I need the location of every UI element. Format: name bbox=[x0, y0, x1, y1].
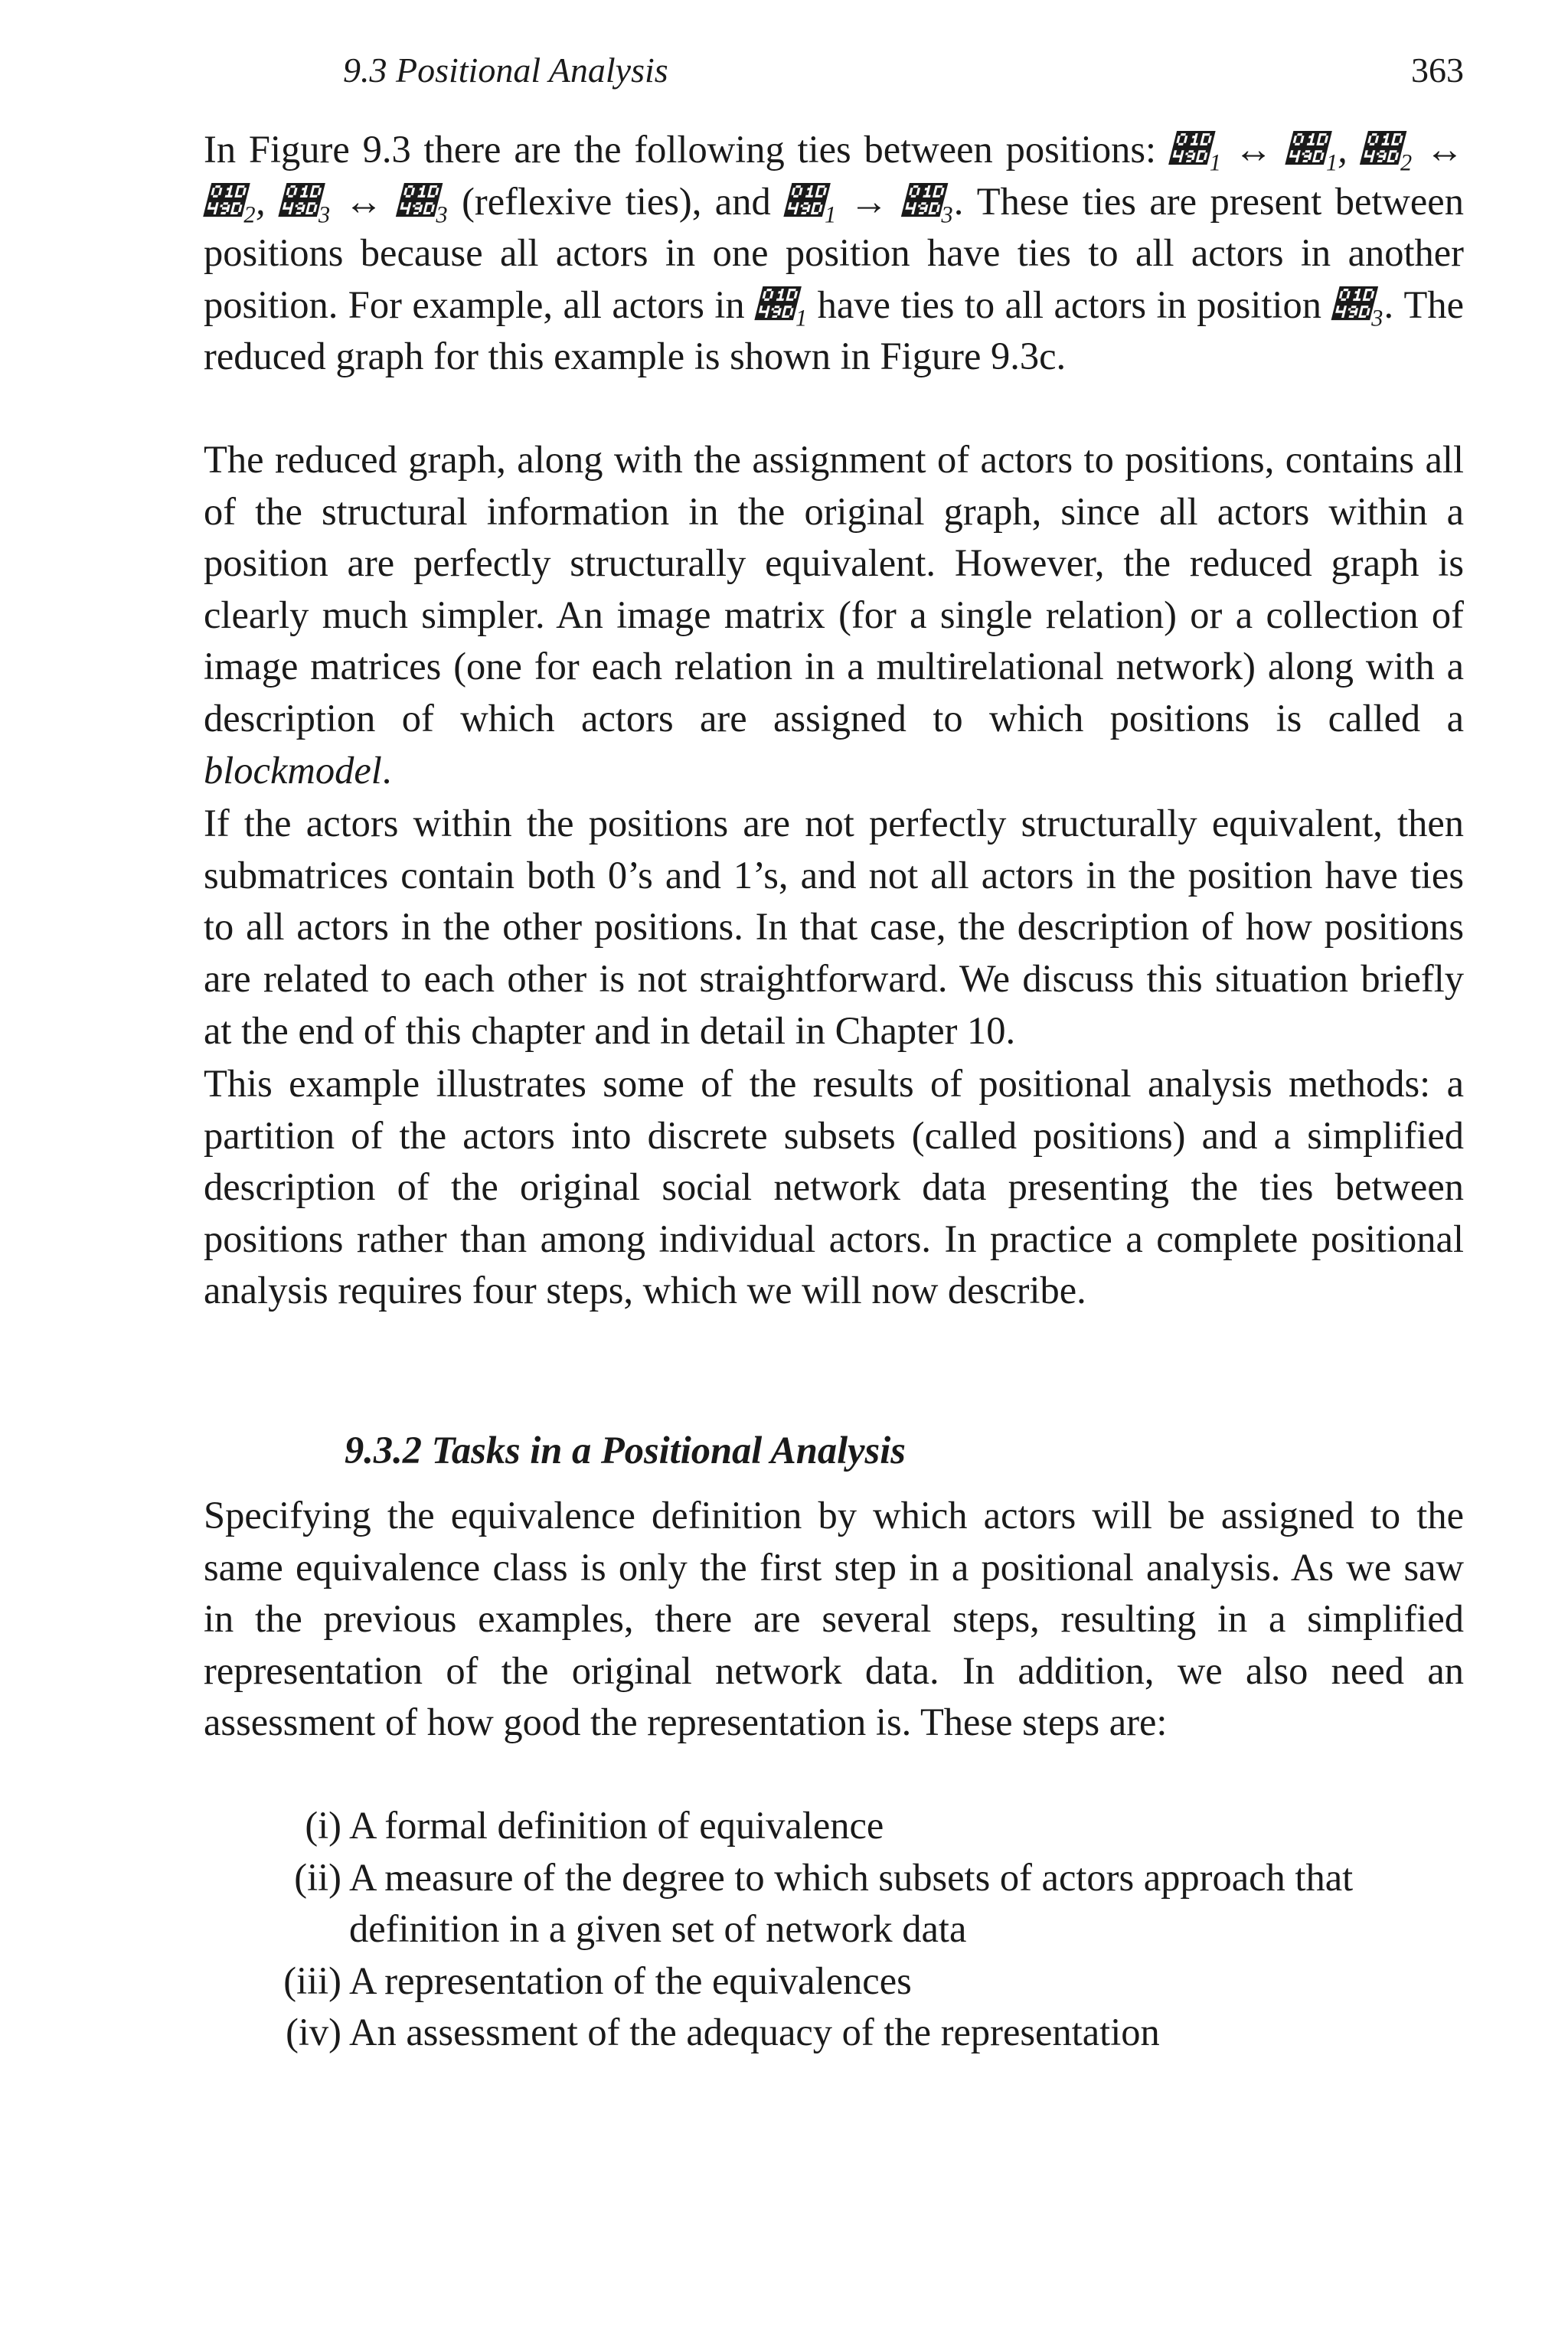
list-item bbox=[204, 1800, 1464, 1852]
list-item-text: An assessment of the adequacy of the representation bbox=[349, 2011, 1160, 2054]
paragraph-text: . The reduced graph for this example is shown in Figure 9.3c. bbox=[204, 283, 1464, 378]
paragraph-text: (reflexive ties), and bbox=[448, 179, 785, 223]
paragraph-text: . bbox=[381, 748, 392, 792]
list-item bbox=[204, 1852, 1464, 1955]
running-title: 9.3 Positional Analysis bbox=[343, 51, 668, 90]
paragraph-figure-ties bbox=[204, 124, 1464, 383]
list-item bbox=[204, 1955, 1464, 2008]
paragraph-example-results: This example illustrates some of the results of positional analysis methods: a partition of the actors into discrete subsets (called positions) and a simplified description of the original social network data presenting the ties between positions rather than among individual actors. In practice a complete positional analysis requires four steps, which we will now describe. bbox=[204, 1062, 1464, 1312]
section-title: Tasks in a Positional Analysis bbox=[431, 1429, 906, 1472]
paragraph-text: . These ties are present between positions because all actors in one position have ties to all actors in another position. For example, all actors in bbox=[204, 179, 1464, 326]
term-blockmodel: blockmodel bbox=[204, 748, 382, 792]
position-symbol: 𝒝₃ bbox=[1331, 283, 1384, 326]
paragraph-not-equivalent: If the actors within the positions are not perfectly structurally equivalent, then submatrices contain both 0’s and 1’s, and not all actors in the position have ties to all actors in the other positions. In that case, the description of how positions are related to each other is not straightforward. We discuss this situation briefly at the end of this chapter and in detail in Chapter 10. bbox=[204, 802, 1464, 1052]
paragraph-text: In Figure 9.3 there are the following ties between positions: bbox=[204, 128, 1169, 171]
list-item-text: A representation of the equivalences bbox=[349, 1959, 912, 2002]
page-body bbox=[204, 124, 1464, 2098]
list-marker: (i) bbox=[305, 1804, 341, 1848]
reflexive-ties-math: 𝒝₁ ↔ 𝒝₁, 𝒝₂ ↔ 𝒝₂, 𝒝₃ ↔ 𝒝₃ bbox=[204, 128, 1465, 223]
paragraph-steps-intro: Specifying the equivalence definition by which actors will be assigned to the same equivalence class is only the first step in a positional analysis. As we saw in the previous examples, there are several steps, resulting in a simplified representation of the original network data. In addition, we also need an assessment of how good the representation is. These steps are: bbox=[204, 1494, 1464, 1744]
paragraph-reduced-graph bbox=[204, 434, 1464, 796]
list-item-text: A measure of the degree to which subsets of actors approach that definition in a given set of network data bbox=[349, 1855, 1354, 1951]
section-heading bbox=[345, 1424, 1464, 1476]
position-symbol: 𝒝₁ bbox=[755, 283, 808, 326]
steps-list bbox=[204, 1800, 1464, 2059]
section-number: 9.3.2 bbox=[345, 1429, 422, 1472]
list-marker: (iv) bbox=[286, 2011, 341, 2054]
list-item-text: A formal definition of equivalence bbox=[349, 1804, 884, 1848]
page-number: 363 bbox=[1411, 51, 1464, 90]
list-item bbox=[204, 2007, 1464, 2059]
list-marker: (ii) bbox=[294, 1855, 341, 1899]
running-header bbox=[343, 47, 1464, 93]
list-marker: (iii) bbox=[283, 1959, 341, 2002]
paragraph-text: The reduced graph, along with the assignment of actors to positions, contains all of the structural information in the original graph, since all actors within a position are perfectly structurally equivalent. However, the reduced graph is clearly much simpler. An image matrix (for a single relation) or a collection of image matrices (one for each relation in a multirelational network) along with a description of which actors are assigned to which positions is called a bbox=[204, 437, 1464, 740]
paragraph-text: have ties to all actors in position bbox=[807, 283, 1332, 326]
tie-math: 𝒝₁ → 𝒝₃ bbox=[784, 179, 954, 223]
